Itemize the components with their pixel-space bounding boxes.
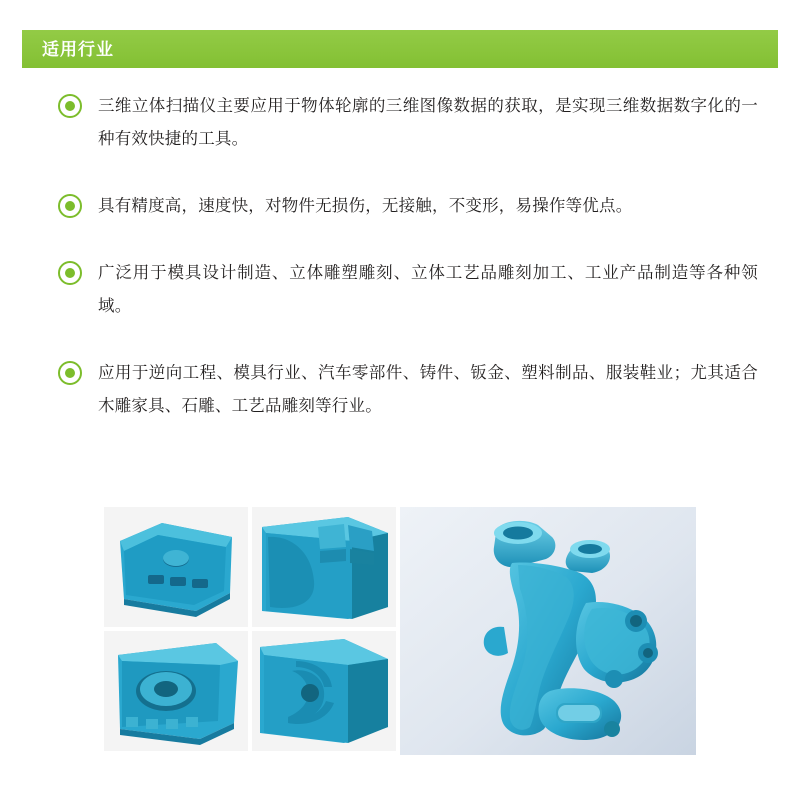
scan-model-impeller-mold: [252, 631, 396, 751]
list-item-text: 三维立体扫描仪主要应用于物体轮廓的三维图像数据的获取，是实现三维数据数字化的一种有效快捷的工具。: [98, 97, 758, 148]
list-item-text: 应用于逆向工程、模具行业、汽车零部件、铸件、钣金、塑料制品、服装鞋业；尤其适合木雕家具、石雕、工艺品雕刻等行业。: [98, 364, 758, 415]
target-bullet-icon: [58, 261, 82, 285]
list-item: [58, 90, 758, 156]
list-item: [58, 257, 758, 323]
scan-model-automotive-cover: [104, 507, 248, 627]
list-item-text: 具有精度高，速度快，对物件无损伤，无接触，不变形，易操作等优点。: [98, 197, 633, 215]
target-bullet-icon: [58, 94, 82, 118]
list-item: [58, 190, 758, 223]
target-bullet-icon: [58, 194, 82, 218]
scan-model-mold-block: [252, 507, 396, 627]
list-item: [58, 357, 758, 423]
scan-model-pump-housing: [400, 507, 696, 755]
target-bullet-icon: [58, 361, 82, 385]
list-item-text: 广泛用于模具设计制造、立体雕塑雕刻、立体工艺品雕刻加工、工业产品制造等各种领域。: [98, 264, 758, 315]
image-gallery: [104, 507, 696, 755]
page-title: 适用行业: [42, 39, 114, 59]
section-header-bar: [22, 30, 778, 68]
bullet-list: [58, 90, 758, 457]
scan-model-mold-cavity: [104, 631, 248, 751]
thumbnail-grid: [104, 507, 396, 755]
